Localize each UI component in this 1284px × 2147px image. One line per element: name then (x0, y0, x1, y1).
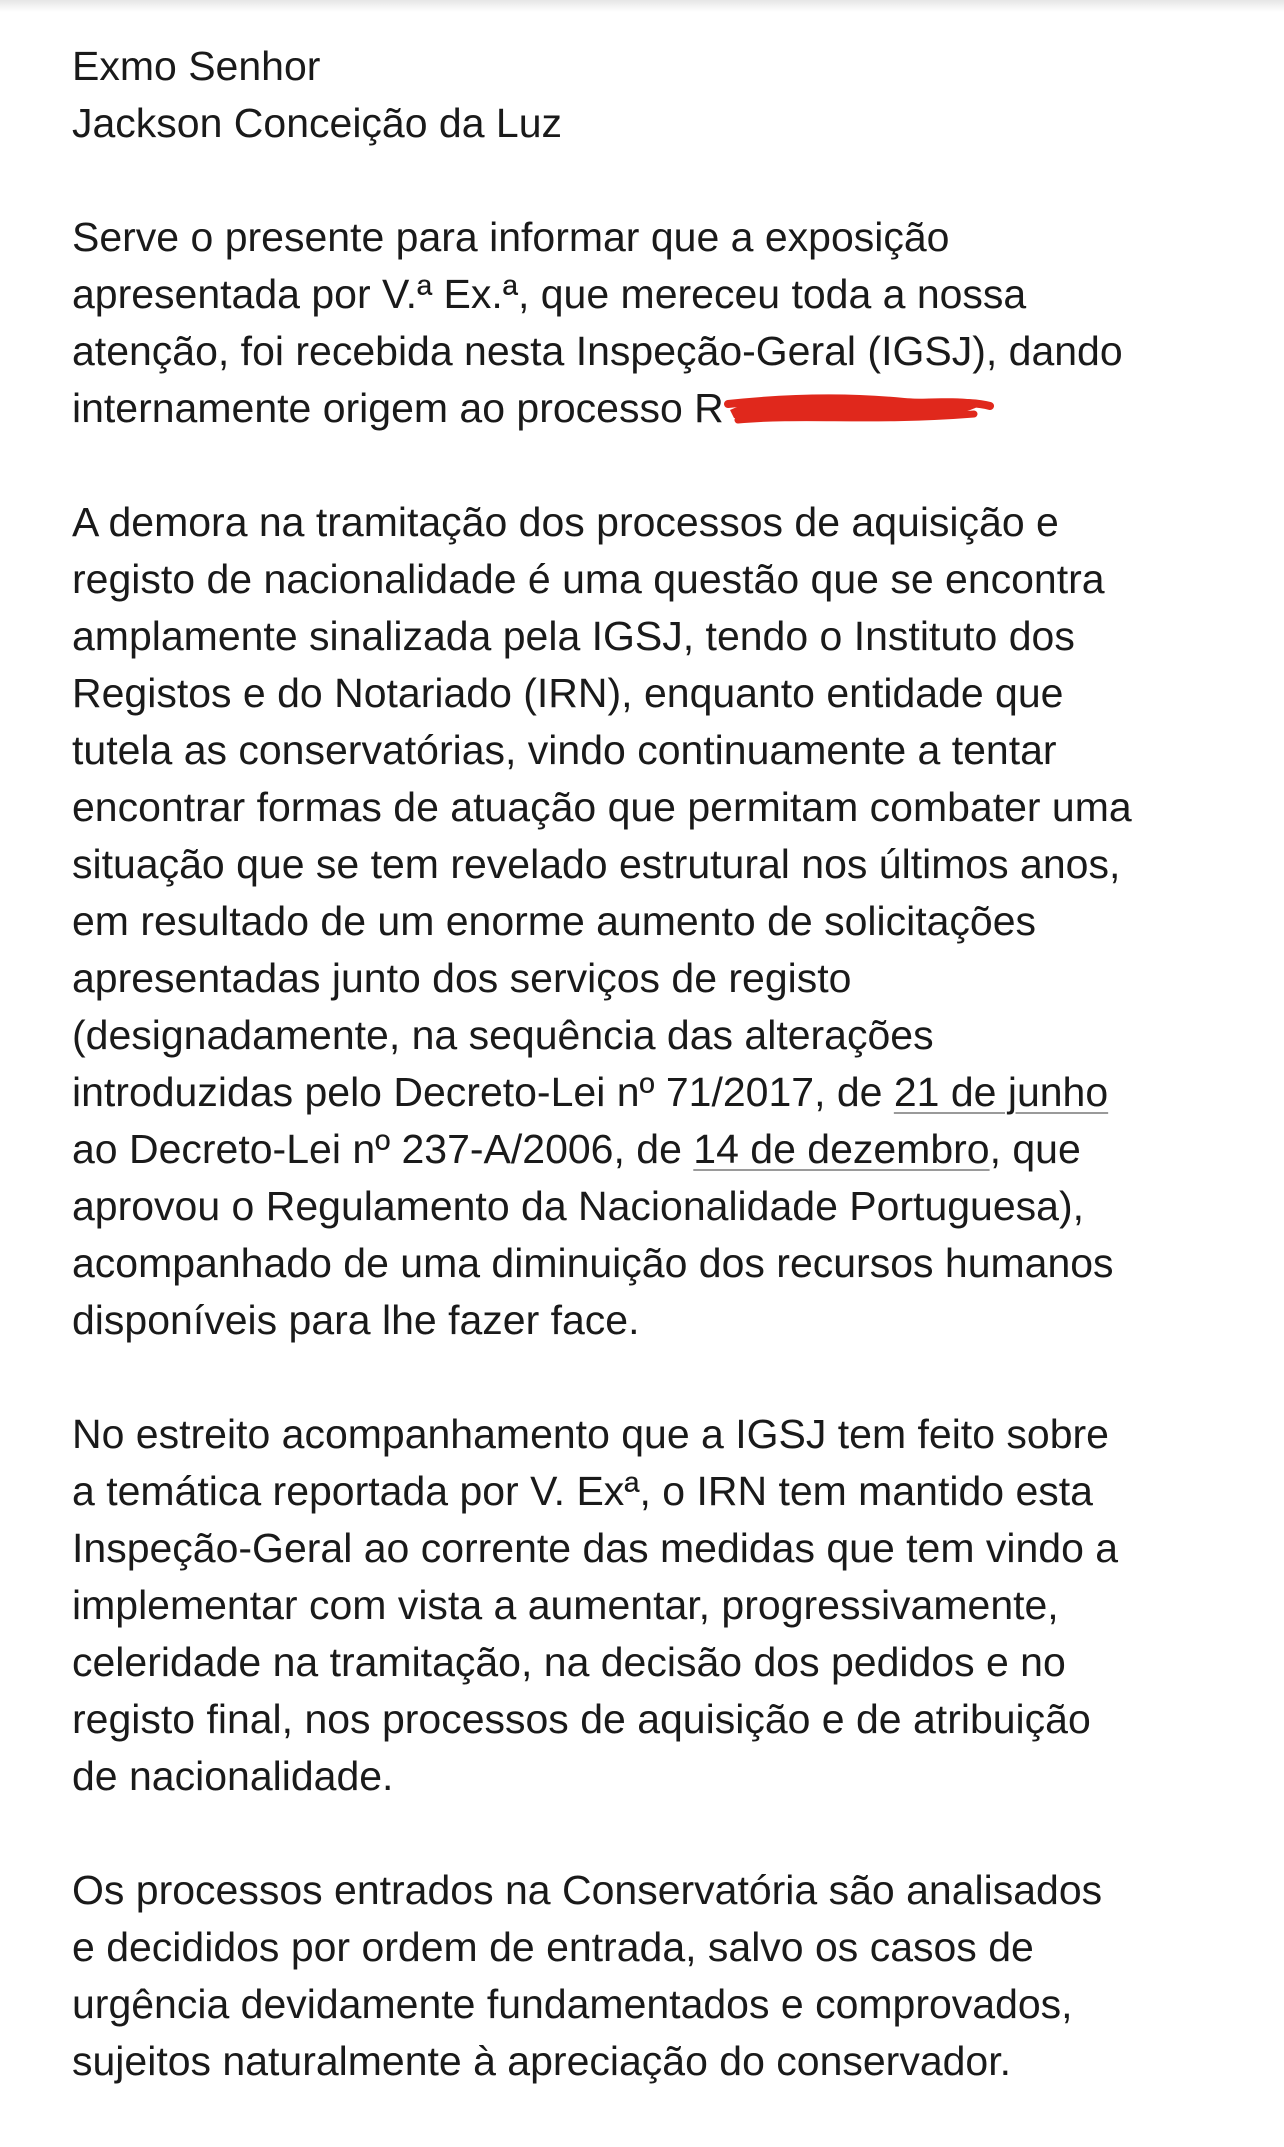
paragraph-line (72, 380, 1252, 437)
recipient-name: Jackson Conceição da Luz (72, 100, 563, 146)
redaction-mark (724, 388, 994, 428)
paragraph-line: Inspeção-Geral ao corrente das medidas que tem vindo a (72, 1525, 1119, 1571)
paragraph-line: No estreito acompanhamento que a IGSJ tem feito sobre (72, 1411, 1109, 1457)
paragraph-line: Os processos entrados na Conservatória são analisados (72, 1867, 1103, 1913)
paragraph-line: e decididos por ordem de entrada, salvo os casos de (72, 1924, 1034, 1970)
paragraph-line: celeridade na tramitação, na decisão dos pedidos e no (72, 1639, 1066, 1685)
date-link-14-december[interactable]: 14 de dezembro (693, 1126, 990, 1172)
paragraph-2 (72, 494, 1252, 1349)
paragraph-line: Registos e do Notariado (IRN), enquanto entidade que (72, 670, 1064, 716)
line-text: ao Decreto-Lei nº 237-A/2006, de (72, 1126, 694, 1172)
paragraph-4 (72, 1862, 1252, 2090)
paragraph-line: apresentadas junto dos serviços de registo (72, 955, 852, 1001)
paragraph-line: a temática reportada por V. Exª, o IRN tem mantido esta (72, 1468, 1093, 1514)
paragraph-line: disponíveis para lhe fazer face. (72, 1297, 640, 1343)
process-reference-prefix: internamente origem ao processo R (72, 385, 724, 431)
salutation-line: Exmo Senhor (72, 43, 321, 89)
paragraph-line: A demora na tramitação dos processos de aquisição e (72, 499, 1059, 545)
paragraph-line: atenção, foi recebida nesta Inspeção-Geral (IGSJ), dando (72, 328, 1123, 374)
date-link-21-june[interactable]: 21 de junho (893, 1069, 1109, 1115)
paragraph-line: amplamente sinalizada pela IGSJ, tendo o Instituto dos (72, 613, 1075, 659)
paragraph-line: implementar com vista a aumentar, progressivamente, (72, 1582, 1059, 1628)
redaction-scribble (724, 388, 994, 428)
paragraph-3 (72, 1406, 1252, 1805)
paragraph-line: de nacionalidade. (72, 1753, 394, 1799)
line-text: introduzidas pelo Decreto-Lei nº 71/2017, de (72, 1069, 894, 1115)
paragraph-line: Serve o presente para informar que a exposição (72, 214, 950, 260)
paragraph-line: urgência devidamente fundamentados e comprovados, (72, 1981, 1073, 2027)
paragraph-line: registo de nacionalidade é uma questão que se encontra (72, 556, 1105, 602)
paragraph-line: apresentada por V.ª Ex.ª, que mereceu toda a nossa (72, 271, 1027, 317)
paragraph-line: sujeitos naturalmente à apreciação do conservador. (72, 2038, 1012, 2084)
paragraph-line (72, 1121, 1252, 1178)
top-edge-shadow (0, 0, 1284, 12)
paragraph-line: em resultado de um enorme aumento de solicitações (72, 898, 1037, 944)
paragraph-line: (designadamente, na sequência das alterações (72, 1012, 934, 1058)
paragraph-line: situação que se tem revelado estrutural nos últimos anos, (72, 841, 1121, 887)
paragraph-1 (72, 209, 1252, 437)
paragraph-line: aprovou o Regulamento da Nacionalidade Portuguesa), (72, 1183, 1085, 1229)
paragraph-line: encontrar formas de atuação que permitam combater uma (72, 784, 1132, 830)
paragraph-line: registo final, nos processos de aquisição e de atribuição (72, 1696, 1091, 1742)
paragraph-line (72, 1064, 1252, 1121)
line-text: , que (989, 1126, 1081, 1172)
paragraph-line: acompanhado de uma diminuição dos recursos humanos (72, 1240, 1114, 1286)
paragraph-line: tutela as conservatórias, vindo continuamente a tentar (72, 727, 1057, 773)
salutation (72, 38, 1252, 152)
letter-body (72, 38, 1252, 2147)
